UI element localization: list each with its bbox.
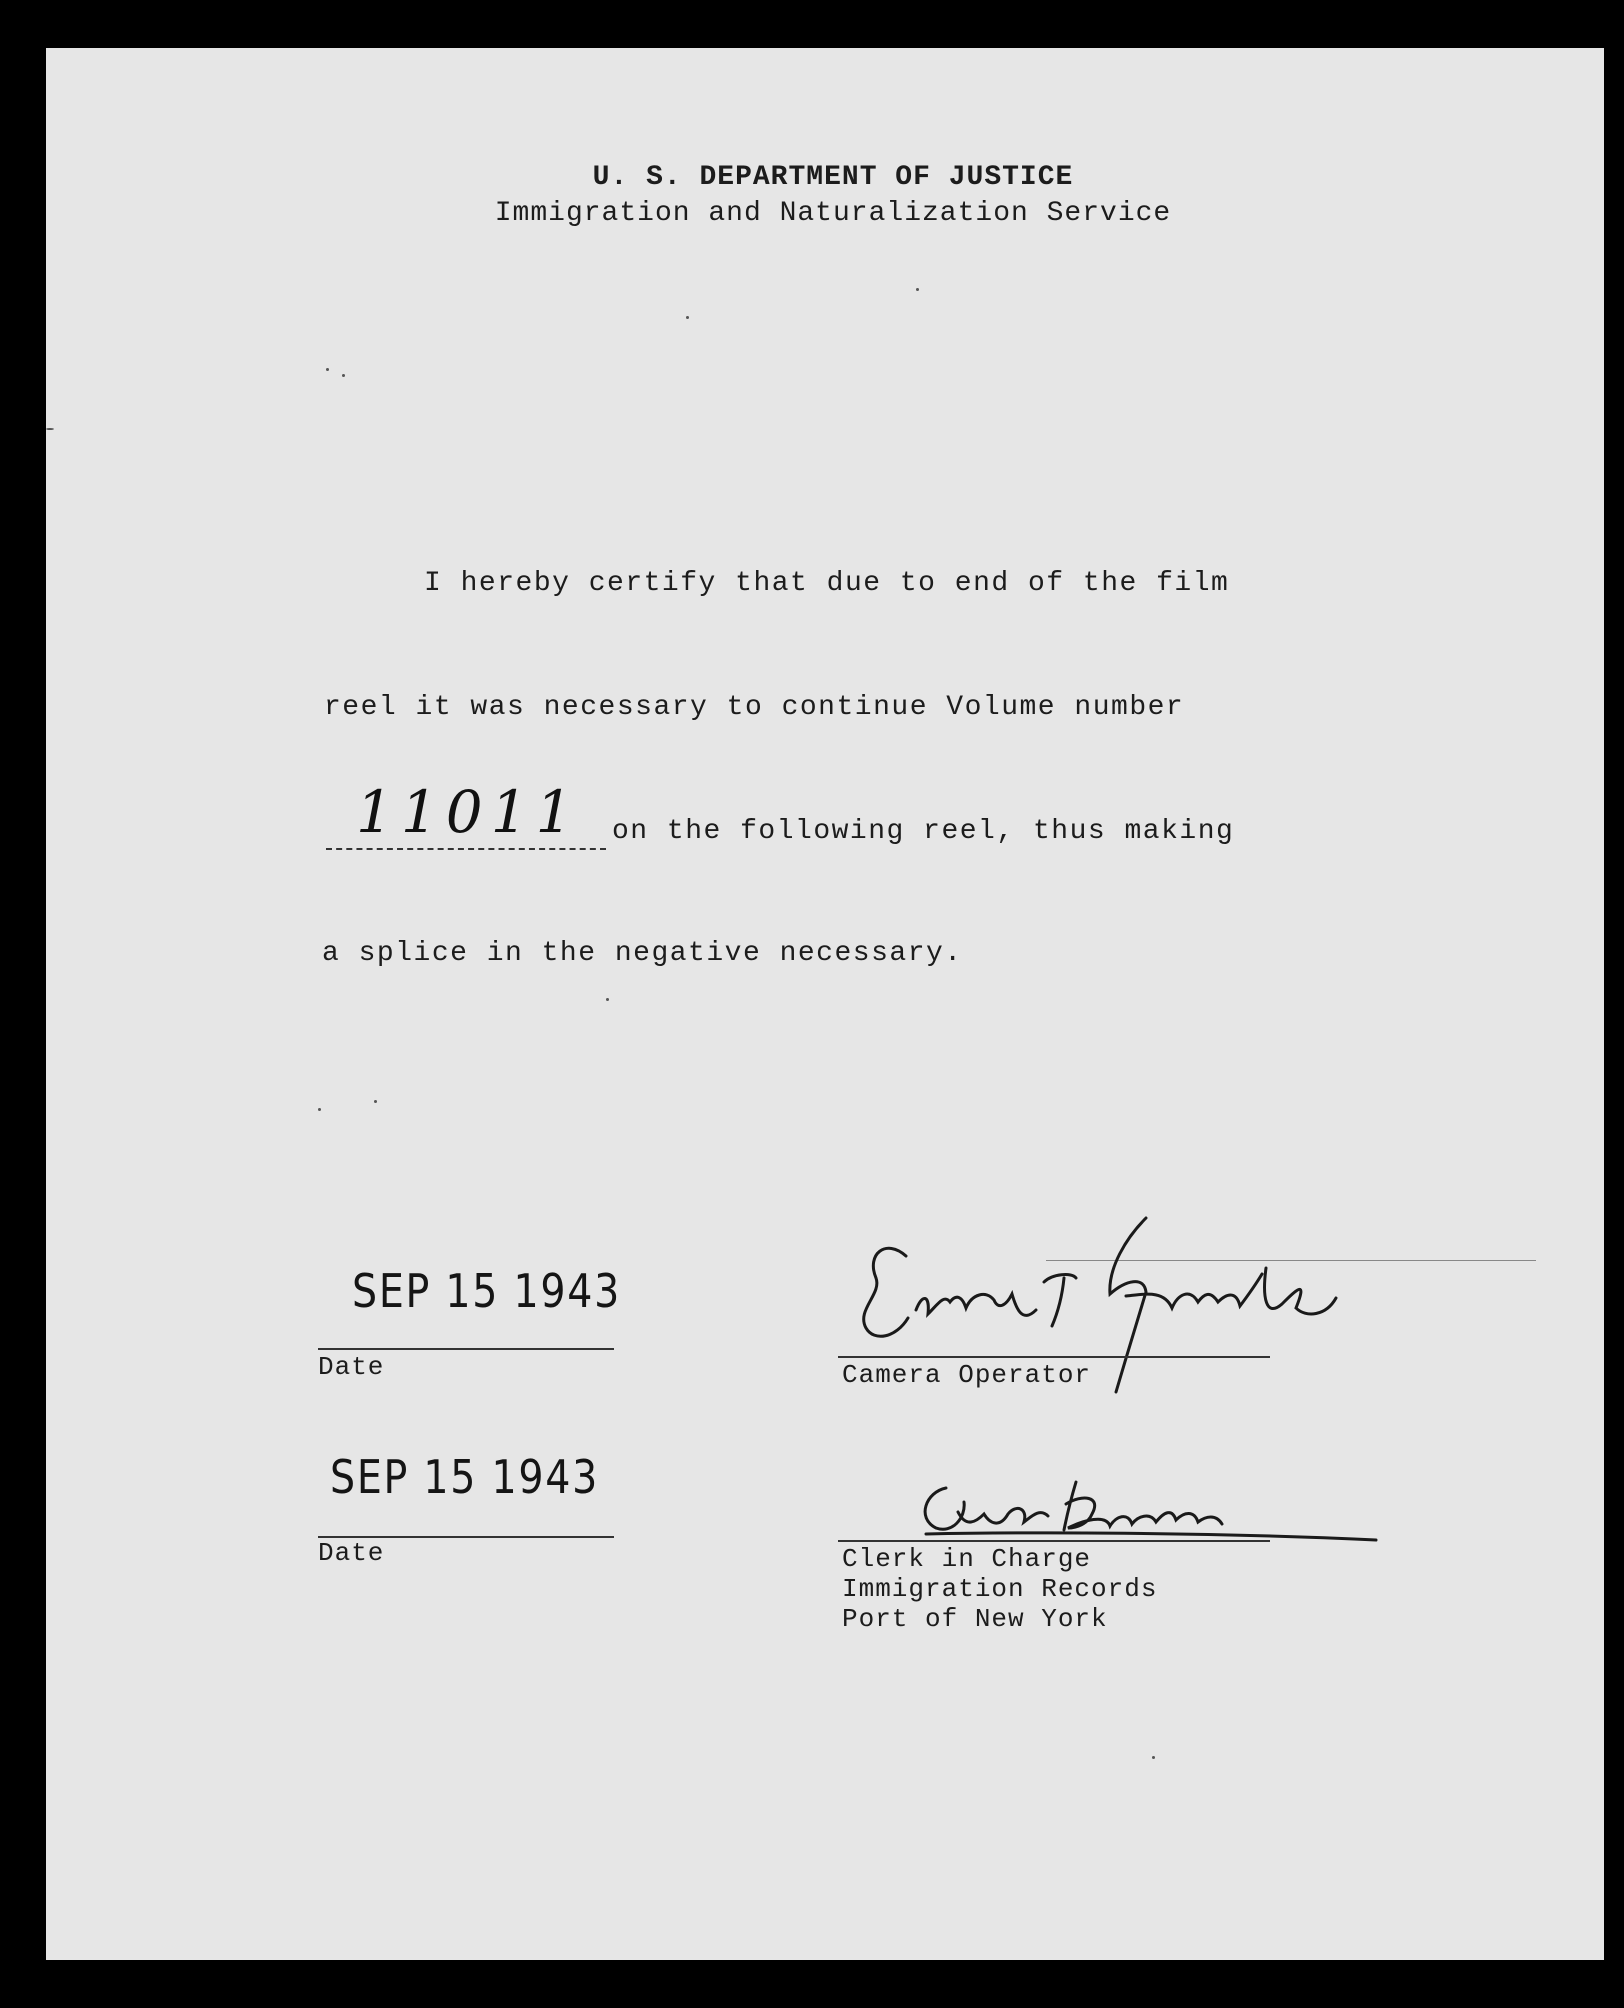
date-rule-1 [318, 1348, 614, 1350]
clerk-title-line-1: Clerk in Charge [842, 1544, 1092, 1574]
volume-number-blank [326, 848, 606, 850]
date-stamp-2: SEP 15 1943 [330, 1450, 600, 1504]
scan-speck [1152, 1756, 1155, 1759]
document-page [46, 48, 1604, 1960]
volume-number-handwritten: 11011 [356, 778, 581, 846]
clerk-title-line-3: Port of New York [842, 1604, 1108, 1634]
scan-speck [374, 1100, 377, 1103]
service-heading: Immigration and Naturalization Service [494, 198, 1172, 229]
certificate-line-2: reel it was necessary to continue Volume number [324, 692, 1185, 723]
clerk-signature [906, 1458, 1386, 1558]
date-label-1: Date [318, 1352, 385, 1382]
certificate-line-4: a splice in the negative necessary. [322, 938, 963, 969]
scan-speck [686, 316, 689, 319]
scan-speck [606, 998, 609, 1001]
certificate-line-3: on the following reel, thus making [612, 816, 1235, 847]
department-heading: U. S. DEPARTMENT OF JUSTICE [592, 162, 1074, 193]
scan-speck [342, 374, 345, 377]
scan-speck [46, 428, 54, 430]
scan-speck [326, 368, 329, 371]
date-label-2: Date [318, 1538, 385, 1568]
camera-operator-label: Camera Operator [842, 1360, 1092, 1390]
clerk-rule [838, 1540, 1270, 1542]
scan-speck [318, 1108, 321, 1111]
clerk-title-line-2: Immigration Records [842, 1574, 1158, 1604]
camera-operator-rule [838, 1356, 1270, 1358]
certificate-line-1: I hereby certify that due to end of the film [424, 568, 1230, 599]
date-stamp-1: SEP 15 1943 [352, 1264, 622, 1318]
scan-speck [916, 288, 919, 291]
